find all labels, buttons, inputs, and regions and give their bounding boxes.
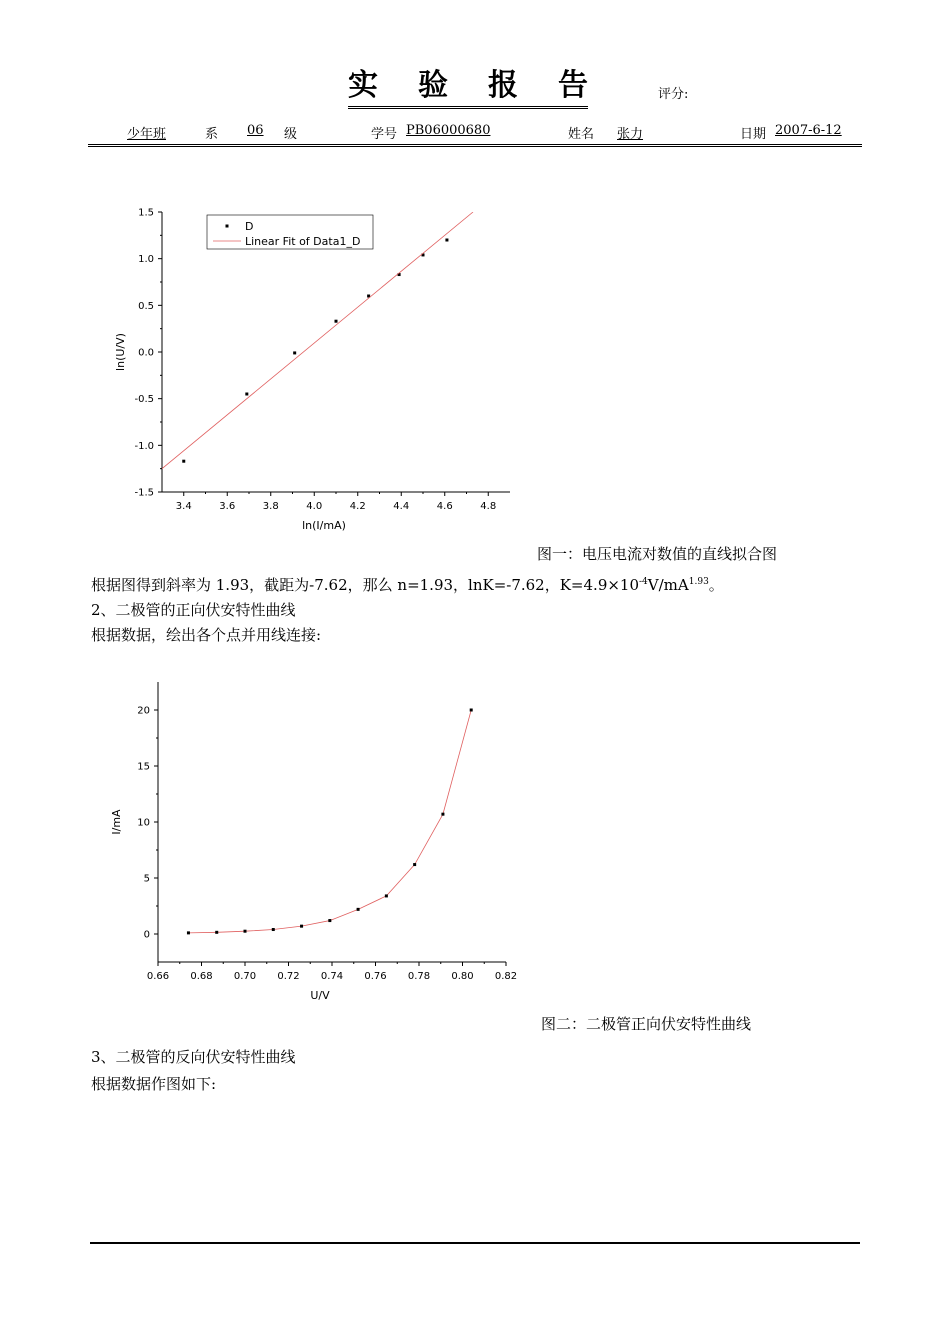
data-point: [413, 863, 416, 866]
x-tick-label: 0.66: [146, 971, 170, 982]
fit-line: [162, 212, 473, 469]
footer-rule: [90, 1242, 860, 1244]
x-tick-label: 0.68: [190, 971, 213, 982]
data-point: [470, 709, 473, 712]
y-tick-label: 0.5: [138, 300, 154, 312]
y-axis-label: I/mA: [110, 809, 123, 835]
name-field: [595, 123, 663, 142]
x-tick-label: 0.72: [277, 971, 300, 982]
x-tick-label: 0.78: [407, 971, 431, 982]
x-tick-label: 3.8: [262, 501, 279, 512]
name-value: 张力: [617, 127, 644, 142]
x-tick-label: 0.82: [494, 971, 518, 982]
x-axis-label: ln(I/mA): [302, 519, 346, 532]
y-tick-label: -1.5: [134, 487, 154, 499]
figure2-caption: 图二：二极管正向伏安特性曲线: [541, 1015, 752, 1033]
x-tick-label: 4.6: [436, 501, 453, 512]
fit-result-pre: 根据图得到斜率为 1.93，截距为-7.62，那么 n=1.93，lnK=-7.62，K=4.9×10: [91, 576, 640, 594]
section3-heading: 3、二极管的反向伏安特性曲线: [91, 1048, 296, 1066]
name-label: 姓名: [568, 127, 595, 142]
y-tick-label: -0.5: [134, 394, 154, 406]
data-point: [335, 320, 338, 323]
x-axis-label: U/V: [310, 989, 330, 1002]
level-label: 级: [284, 127, 298, 142]
y-axis-label: ln(U/V): [114, 333, 127, 371]
data-point: [385, 894, 388, 897]
header-rule: [88, 146, 862, 147]
grade-year-value: 06: [247, 123, 264, 138]
fit-result-exp1: -4: [639, 577, 648, 587]
data-point: [245, 393, 248, 396]
forward-iv-chart: [100, 670, 530, 1010]
date-label: 日期: [740, 127, 767, 142]
student-id-value: PB06000680: [406, 123, 491, 138]
legend-label: Linear Fit of Data1_D: [245, 235, 361, 248]
fit-result-mid: V/mA: [647, 576, 689, 594]
data-point: [182, 460, 185, 463]
fit-result-end: 。: [708, 576, 724, 594]
data-point: [441, 813, 444, 816]
x-tick-label: 0.76: [364, 971, 387, 982]
data-point: [445, 239, 448, 242]
y-tick-label: 0.0: [138, 347, 154, 359]
class-field: [91, 123, 200, 142]
title-char: 告: [558, 68, 588, 103]
grade-label: 评分:: [658, 87, 689, 102]
x-tick-label: 0.74: [320, 971, 344, 982]
fit-result-text: [91, 574, 724, 595]
data-point: [215, 931, 218, 934]
date-value: 2007-6-12: [775, 123, 842, 138]
y-tick-label: 15: [137, 761, 150, 773]
section2-heading: 2、二极管的正向伏安特性曲线: [91, 601, 296, 619]
x-tick-label: 4.2: [349, 501, 366, 512]
y-tick-label: -1.0: [134, 440, 154, 452]
y-tick-label: 5: [143, 873, 150, 885]
x-tick-label: 0.80: [451, 971, 474, 982]
data-point: [300, 925, 303, 928]
y-tick-label: 20: [137, 705, 150, 717]
date-field: [767, 123, 866, 138]
report-title: [348, 66, 588, 109]
data-point: [357, 908, 360, 911]
fit-result-exp2: 1.93: [688, 577, 709, 587]
section3-text: 根据数据作图如下:: [91, 1075, 217, 1093]
data-point: [244, 930, 247, 933]
title-char: 验: [418, 68, 448, 103]
series-line: [188, 710, 471, 933]
x-tick-label: 4.0: [306, 501, 323, 512]
title-char: 报: [488, 68, 518, 103]
x-tick-label: 3.4: [175, 501, 192, 512]
class-value: 少年班: [127, 127, 167, 142]
student-id-label: 学号: [371, 127, 398, 142]
log-fit-chart: [100, 200, 530, 540]
x-tick-label: 4.4: [393, 501, 410, 512]
data-point: [328, 919, 331, 922]
section2-text: 根据数据，绘出各个点并用线连接:: [91, 626, 322, 644]
legend-label: D: [245, 220, 254, 233]
data-point: [187, 931, 190, 934]
title-char: 实: [348, 68, 378, 103]
y-tick-label: 1.5: [138, 207, 154, 219]
data-point: [272, 928, 275, 931]
y-tick-label: 10: [137, 817, 150, 829]
grade-year-field: [220, 123, 284, 138]
dept-label: 系: [205, 127, 219, 142]
figure1-caption: 图一：电压电流对数值的直线拟合图: [537, 545, 778, 563]
student-id-field: [398, 123, 504, 138]
data-point: [293, 351, 296, 354]
y-tick-label: 1.0: [138, 254, 154, 266]
header-rule: [88, 144, 862, 145]
legend-marker: [226, 225, 229, 228]
x-tick-label: 3.6: [219, 501, 236, 512]
y-tick-label: 0: [143, 929, 150, 941]
x-tick-label: 4.8: [480, 501, 497, 512]
x-tick-label: 0.70: [233, 971, 257, 982]
